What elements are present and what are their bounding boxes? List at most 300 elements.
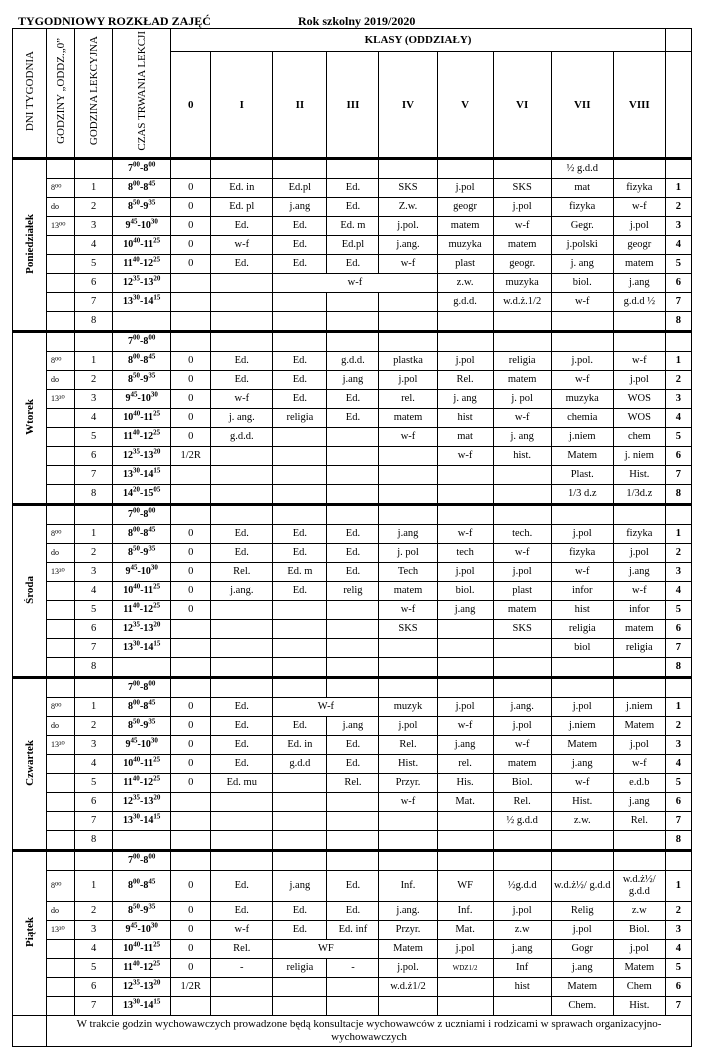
class-cell-I: Ed.	[211, 352, 273, 371]
day-name-cell: Czwartek	[13, 678, 47, 851]
class-cell-0: 0	[171, 871, 211, 902]
table-row	[13, 447, 692, 466]
class-cell-III: j.ang	[327, 717, 379, 736]
lesson-time: $8^{50}-9^{35}$	[113, 371, 171, 390]
class-cell-III: j.ang	[327, 371, 379, 390]
class-cell-VII: 1/3 d.z	[551, 485, 613, 505]
class-cell-0	[171, 620, 211, 639]
class-cell-VIII: Matem	[613, 959, 665, 978]
table-row	[13, 198, 692, 217]
class-cell-VIII: infor	[613, 601, 665, 620]
class-cell-VI	[493, 997, 551, 1016]
class-cell-V: Inf.	[437, 902, 493, 921]
class-cell-0: 0	[171, 736, 211, 755]
class-cell-VI	[493, 851, 551, 871]
hours0-cell	[47, 658, 75, 678]
class-cell-0: 0	[171, 902, 211, 921]
class-cell-IV: plastka	[379, 352, 437, 371]
class-cell-III	[327, 620, 379, 639]
class-header-0: 0	[171, 52, 211, 159]
class-cell-0	[171, 639, 211, 658]
lesson-time: $11^{40}-12^{25}$	[113, 428, 171, 447]
class-cell-V: WF	[437, 871, 493, 902]
class-cell-VII: j.pol	[551, 921, 613, 940]
lesson-time	[113, 312, 171, 332]
class-cell-0	[171, 812, 211, 831]
class-cell-VII: j.pol	[551, 698, 613, 717]
class-cell-V: j.pol	[437, 179, 493, 198]
class-cell-0: 0	[171, 940, 211, 959]
class-cell-VI: geogr.	[493, 255, 551, 274]
lesson-time: $10^{40}-11^{25}$	[113, 236, 171, 255]
lesson-number: 1	[75, 871, 113, 902]
class-cell-IV: j.ang.	[379, 902, 437, 921]
class-cell-I: w-f	[211, 390, 273, 409]
class-cell-VII: w-f	[551, 774, 613, 793]
class-cell-III	[327, 159, 379, 179]
class-cell-VIII: chem	[613, 428, 665, 447]
lesson-time: $12^{35}-13^{20}$	[113, 447, 171, 466]
class-cell-III	[327, 505, 379, 525]
class-cell-I	[211, 332, 273, 352]
table-row	[13, 678, 692, 698]
class-cell-VI	[493, 312, 551, 332]
class-cell-VI: Biol.	[493, 774, 551, 793]
class-cell-III	[327, 428, 379, 447]
class-cell-V: j.pol	[437, 563, 493, 582]
lesson-time: $13^{30}-14^{15}$	[113, 293, 171, 312]
table-row	[13, 217, 692, 236]
class-cell-VII	[551, 312, 613, 332]
class-cell-VIII: w-f	[613, 352, 665, 371]
class-cell-III	[327, 793, 379, 812]
class-cell-V: j.ang	[437, 601, 493, 620]
class-cell-IV: Przyr.	[379, 921, 437, 940]
class-cell-III	[327, 312, 379, 332]
class-cell-I	[211, 312, 273, 332]
lesson-number: 2	[75, 371, 113, 390]
class-cell-0: 0	[171, 774, 211, 793]
class-cell-II	[273, 601, 327, 620]
class-cell-III	[327, 485, 379, 505]
lesson-number-right: 5	[665, 774, 691, 793]
class-cell-VI: tech.	[493, 525, 551, 544]
header-corner	[665, 29, 691, 52]
class-cell-II	[273, 997, 327, 1016]
class-cell-IV: w-f	[379, 428, 437, 447]
table-row	[13, 485, 692, 505]
class-cell-V: WDZ1/2	[437, 959, 493, 978]
lesson-number-right: 3	[665, 563, 691, 582]
table-row	[13, 409, 692, 428]
class-cell-II: j.ang	[273, 198, 327, 217]
hours0-cell	[47, 639, 75, 658]
class-cell-VII: infor	[551, 582, 613, 601]
class-cell-III: Ed.	[327, 409, 379, 428]
class-cell-VIII: j.pol	[613, 371, 665, 390]
lesson-number-right: 3	[665, 921, 691, 940]
class-cell-III	[327, 658, 379, 678]
class-cell-VI: matem	[493, 236, 551, 255]
hours0-cell	[47, 851, 75, 871]
hours0-cell	[47, 409, 75, 428]
class-cell-IV	[379, 505, 437, 525]
class-header-VI: VI	[493, 52, 551, 159]
hours0-cell	[47, 620, 75, 639]
class-cell-I: Ed.	[211, 736, 273, 755]
class-cell-VIII	[613, 332, 665, 352]
class-cell-III	[327, 466, 379, 485]
lesson-time: $8^{00}-8^{45}$	[113, 525, 171, 544]
class-cell-III	[327, 851, 379, 871]
lesson-number: 7	[75, 466, 113, 485]
class-cell-0: 0	[171, 717, 211, 736]
class-cell-VI	[493, 466, 551, 485]
lesson-number: 5	[75, 428, 113, 447]
class-cell-I	[211, 620, 273, 639]
class-header-II: II	[273, 52, 327, 159]
lesson-number-right: 1	[665, 698, 691, 717]
class-cell-VII	[551, 658, 613, 678]
class-cell-I: Ed.	[211, 544, 273, 563]
class-cell-0	[171, 997, 211, 1016]
class-cell-V: tech	[437, 544, 493, 563]
hours0-cell	[47, 601, 75, 620]
class-cell-V: muzyka	[437, 236, 493, 255]
lesson-number: 6	[75, 978, 113, 997]
lesson-number-right: 5	[665, 601, 691, 620]
class-cell-VI: z.w	[493, 921, 551, 940]
hours0-cell	[47, 505, 75, 525]
class-cell-II: Ed.	[273, 390, 327, 409]
lesson-number: 2	[75, 902, 113, 921]
hours0-cell	[47, 312, 75, 332]
school-year: Rok szkolny 2019/2020	[298, 14, 416, 28]
hours0-cell: 13³⁰	[47, 390, 75, 409]
lesson-number-right: 8	[665, 831, 691, 851]
lesson-number-right: 8	[665, 658, 691, 678]
table-row	[13, 390, 692, 409]
class-cell-V	[437, 505, 493, 525]
class-cell-0	[171, 274, 211, 293]
class-cell-V: matem	[437, 217, 493, 236]
class-cell-I: j.ang.	[211, 582, 273, 601]
class-cell-0: 0	[171, 371, 211, 390]
lesson-time: $11^{40}-12^{25}$	[113, 959, 171, 978]
header-lesson-no: GODZINA LEKCYJNA	[75, 29, 113, 159]
class-cell-II: Ed.	[273, 717, 327, 736]
class-cell-IV: Matem	[379, 940, 437, 959]
hours0-cell	[47, 959, 75, 978]
class-cell-II: w-f	[273, 274, 437, 293]
class-cell-VI: hist	[493, 978, 551, 997]
class-cell-II: Ed. in	[273, 736, 327, 755]
class-header-VIII: VIII	[613, 52, 665, 159]
class-cell-IV: muzyk	[379, 698, 437, 717]
class-cell-0	[171, 332, 211, 352]
class-cell-II	[273, 793, 327, 812]
class-cell-III: Ed.	[327, 525, 379, 544]
table-row	[13, 940, 692, 959]
table-row	[13, 959, 692, 978]
class-cell-IV: rel.	[379, 390, 437, 409]
lesson-number: 3	[75, 217, 113, 236]
class-cell-V: w-f	[437, 717, 493, 736]
table-row	[13, 921, 692, 940]
class-cell-0	[171, 678, 211, 698]
hours0-cell	[47, 997, 75, 1016]
class-cell-VII: Gogr	[551, 940, 613, 959]
table-row	[13, 236, 692, 255]
lesson-number-right: 1	[665, 352, 691, 371]
class-cell-III: -	[327, 959, 379, 978]
class-cell-II	[273, 447, 327, 466]
table-row	[13, 851, 692, 871]
class-cell-VIII	[613, 658, 665, 678]
class-cell-II	[273, 831, 327, 851]
class-cell-V: Rel.	[437, 371, 493, 390]
class-cell-I: Ed.	[211, 525, 273, 544]
class-cell-V	[437, 678, 493, 698]
class-cell-V: j.pol	[437, 352, 493, 371]
class-cell-I	[211, 678, 273, 698]
lesson-number: 6	[75, 620, 113, 639]
lesson-number	[75, 159, 113, 179]
lesson-number-right: 2	[665, 544, 691, 563]
class-cell-VI: j.pol	[493, 902, 551, 921]
lesson-number-right: 2	[665, 198, 691, 217]
class-cell-I	[211, 997, 273, 1016]
class-cell-0: 0	[171, 217, 211, 236]
class-cell-VII	[551, 851, 613, 871]
lesson-number-right	[665, 678, 691, 698]
footer-note: W trakcie godzin wychowawczych prowadzone będą konsultacje wychowawców z uczniami i rodzicami w sprawach organizacyjno-wychowawczych	[47, 1016, 692, 1047]
class-cell-V: Mat.	[437, 921, 493, 940]
table-row	[13, 755, 692, 774]
lesson-time: $7^{00}-8^{00}$	[113, 332, 171, 352]
class-cell-VI: j. ang	[493, 428, 551, 447]
class-cell-III: Ed.	[327, 390, 379, 409]
lesson-number: 4	[75, 940, 113, 959]
lesson-number-right	[665, 505, 691, 525]
lesson-number: 3	[75, 390, 113, 409]
lesson-time: $10^{40}-11^{25}$	[113, 755, 171, 774]
lesson-number: 5	[75, 774, 113, 793]
class-cell-VI: j. pol	[493, 390, 551, 409]
class-cell-I: Ed.	[211, 871, 273, 902]
class-cell-V: Mat.	[437, 793, 493, 812]
class-cell-VI	[493, 332, 551, 352]
lesson-time: $8^{50}-9^{35}$	[113, 902, 171, 921]
class-cell-II	[273, 658, 327, 678]
class-cell-V	[437, 620, 493, 639]
class-cell-II: Ed.	[273, 255, 327, 274]
class-cell-VI: w-f	[493, 736, 551, 755]
class-cell-IV	[379, 485, 437, 505]
hours0-cell	[47, 755, 75, 774]
day-name-cell: Środa	[13, 505, 47, 678]
class-cell-V	[437, 159, 493, 179]
class-cell-V	[437, 312, 493, 332]
lesson-number: 8	[75, 485, 113, 505]
lesson-number: 6	[75, 793, 113, 812]
class-cell-II: W-f	[273, 698, 379, 717]
class-cell-IV: Przyr.	[379, 774, 437, 793]
class-cell-II: Ed. m	[273, 563, 327, 582]
class-cell-III: g.d.d.	[327, 352, 379, 371]
lesson-number: 5	[75, 601, 113, 620]
class-cell-VII: Matem	[551, 978, 613, 997]
class-cell-VIII: geogr	[613, 236, 665, 255]
class-header-VII: VII	[551, 52, 613, 159]
class-cell-VI: ½g.d.d	[493, 871, 551, 902]
class-header-empty	[665, 52, 691, 159]
class-cell-0: 0	[171, 582, 211, 601]
class-cell-II: Ed.	[273, 352, 327, 371]
class-cell-V	[437, 997, 493, 1016]
class-cell-I: Ed. in	[211, 179, 273, 198]
class-cell-IV: Tech	[379, 563, 437, 582]
class-cell-VIII: j.ang	[613, 793, 665, 812]
class-cell-VI: ½ g.d.d	[493, 812, 551, 831]
lesson-number: 5	[75, 255, 113, 274]
class-cell-0: 0	[171, 409, 211, 428]
class-cell-VI: SKS	[493, 620, 551, 639]
class-cell-I	[211, 485, 273, 505]
class-cell-II	[273, 774, 327, 793]
hours0-cell	[47, 582, 75, 601]
class-cell-VI	[493, 658, 551, 678]
class-cell-VI: muzyka	[493, 274, 551, 293]
day-name-cell: Piątek	[13, 851, 47, 1016]
class-cell-IV	[379, 658, 437, 678]
lesson-time: $7^{00}-8^{00}$	[113, 678, 171, 698]
lesson-number: 1	[75, 179, 113, 198]
class-cell-VII: j.ang	[551, 755, 613, 774]
lesson-number-right: 4	[665, 409, 691, 428]
class-cell-VIII: w-f	[613, 198, 665, 217]
class-cell-0: 0	[171, 428, 211, 447]
table-row	[13, 812, 692, 831]
lesson-time: $12^{35}-13^{20}$	[113, 620, 171, 639]
class-cell-VIII: matem	[613, 255, 665, 274]
class-cell-VI: SKS	[493, 179, 551, 198]
class-cell-VII	[551, 678, 613, 698]
class-cell-II	[273, 485, 327, 505]
lesson-time: $11^{40}-12^{25}$	[113, 601, 171, 620]
class-cell-III: relig	[327, 582, 379, 601]
lesson-number: 7	[75, 997, 113, 1016]
table-row	[13, 774, 692, 793]
table-row	[13, 563, 692, 582]
class-cell-VIII: WOS	[613, 409, 665, 428]
hours0-cell	[47, 236, 75, 255]
table-row	[13, 698, 692, 717]
class-cell-II	[273, 505, 327, 525]
class-cell-0: 0	[171, 198, 211, 217]
class-cell-III: Ed.pl	[327, 236, 379, 255]
class-cell-I: Ed. mu	[211, 774, 273, 793]
hours0-cell: 13³⁰	[47, 921, 75, 940]
class-cell-VI: matem	[493, 601, 551, 620]
class-cell-VI: j.ang.	[493, 698, 551, 717]
lesson-number-right: 1	[665, 525, 691, 544]
class-cell-VII: j.ang	[551, 959, 613, 978]
document-title: TYGODNIOWY ROZKŁAD ZAJĘĆ	[18, 14, 211, 28]
class-cell-VI: j.pol	[493, 198, 551, 217]
lesson-number: 4	[75, 755, 113, 774]
lesson-number-right: 7	[665, 293, 691, 312]
class-cell-V: j. ang	[437, 390, 493, 409]
class-cell-III: Ed.	[327, 179, 379, 198]
hours0-cell: 13⁰⁰	[47, 217, 75, 236]
lesson-time: $11^{40}-12^{25}$	[113, 255, 171, 274]
class-cell-VIII	[613, 678, 665, 698]
hours0-cell: 8⁰⁰	[47, 352, 75, 371]
class-cell-0	[171, 793, 211, 812]
class-header-V: V	[437, 52, 493, 159]
hours0-cell: 8⁰⁰	[47, 871, 75, 902]
class-cell-I: Ed.	[211, 217, 273, 236]
lesson-time: $9^{45}-10^{30}$	[113, 217, 171, 236]
class-cell-I	[211, 601, 273, 620]
lesson-number: 4	[75, 582, 113, 601]
class-cell-III: Ed.	[327, 563, 379, 582]
class-cell-0: 0	[171, 390, 211, 409]
lesson-number: 7	[75, 639, 113, 658]
lesson-number-right: 8	[665, 312, 691, 332]
lesson-time: $8^{00}-8^{45}$	[113, 871, 171, 902]
class-cell-II	[273, 678, 327, 698]
class-cell-VI: hist.	[493, 447, 551, 466]
class-cell-II: Ed.	[273, 525, 327, 544]
table-row	[13, 978, 692, 997]
class-cell-I	[211, 293, 273, 312]
class-cell-IV: j.pol.	[379, 217, 437, 236]
class-cell-II: g.d.d	[273, 755, 327, 774]
hours0-cell	[47, 678, 75, 698]
class-cell-IV	[379, 293, 437, 312]
hours0-cell: do	[47, 544, 75, 563]
table-row	[13, 505, 692, 525]
lesson-number-right: 2	[665, 717, 691, 736]
class-cell-0: 0	[171, 563, 211, 582]
class-header-III: III	[327, 52, 379, 159]
class-cell-I: Ed.	[211, 698, 273, 717]
table-row	[13, 179, 692, 198]
class-cell-0	[171, 485, 211, 505]
hours0-cell	[47, 978, 75, 997]
lesson-time: $7^{00}-8^{00}$	[113, 159, 171, 179]
lesson-number: 1	[75, 698, 113, 717]
class-cell-I: Ed.	[211, 717, 273, 736]
hours0-cell	[47, 293, 75, 312]
lesson-time: $11^{40}-12^{25}$	[113, 774, 171, 793]
lesson-number: 8	[75, 658, 113, 678]
class-cell-VIII	[613, 312, 665, 332]
lesson-number-right: 2	[665, 371, 691, 390]
class-cell-I	[211, 447, 273, 466]
class-cell-IV	[379, 332, 437, 352]
table-row	[13, 274, 692, 293]
lesson-number: 2	[75, 544, 113, 563]
class-cell-VII: muzyka	[551, 390, 613, 409]
class-cell-V	[437, 639, 493, 658]
lesson-number-right: 1	[665, 179, 691, 198]
class-cell-II: Ed.	[273, 236, 327, 255]
class-cell-I	[211, 466, 273, 485]
class-cell-VII: chemia	[551, 409, 613, 428]
